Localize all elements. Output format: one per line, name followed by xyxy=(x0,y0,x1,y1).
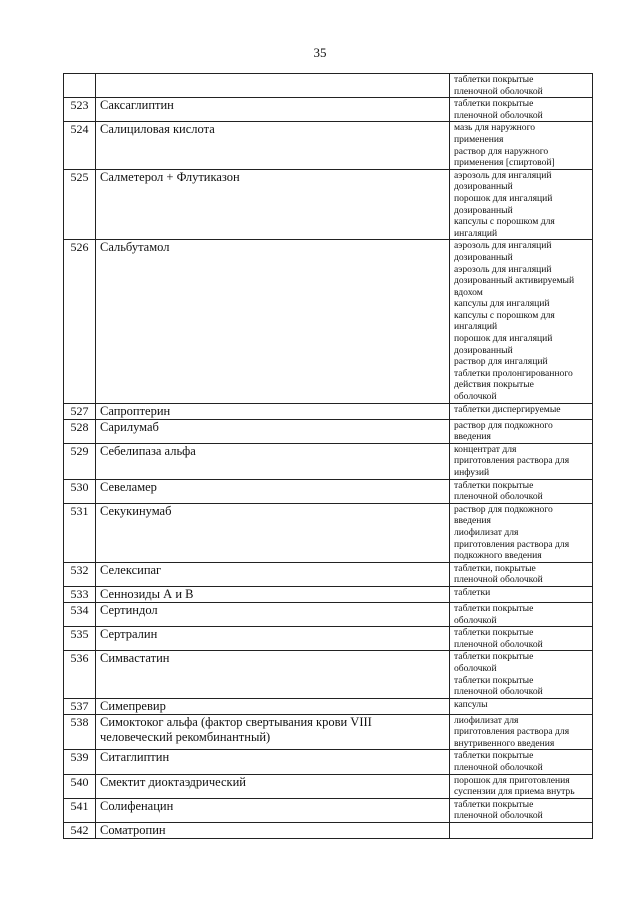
dosage-form-line: капсулы для ингаляций xyxy=(454,298,550,310)
dosage-form-line: аэрозоль для ингаляций xyxy=(454,263,552,275)
row-number: 535 xyxy=(64,627,96,651)
table-body xyxy=(64,74,593,839)
dosage-form-line: таблетки диспергируемые xyxy=(454,403,561,415)
dosage-form-line: таблетки покрытые xyxy=(454,74,534,85)
table-row xyxy=(64,479,593,503)
dosage-form-line: лиофилизат для xyxy=(454,526,519,538)
dosage-form-line: ингаляций xyxy=(454,321,498,333)
drug-table xyxy=(63,73,593,839)
table-row xyxy=(64,98,593,122)
dosage-form-line: пленочной оболочкой xyxy=(454,638,543,650)
dosage-form-line: капсулы с порошком для xyxy=(454,309,555,321)
row-number xyxy=(64,74,96,98)
dosage-form-line: введения xyxy=(454,515,491,527)
drug-name: Секукинумаб xyxy=(96,503,450,562)
row-number: 529 xyxy=(64,443,96,479)
dosage-form-line: аэрозоль для ингаляций xyxy=(454,169,552,181)
dosage-form-line: капсулы xyxy=(454,698,488,710)
dosage-form-line: инфузий xyxy=(454,467,490,478)
dosage-form-line: порошок для ингаляций xyxy=(454,192,553,204)
dosage-form-line: дозированный xyxy=(454,251,513,263)
drug-name: Симоктоког альфа (фактор свертывания крови VIII человеческий рекомбинантный) xyxy=(96,714,450,750)
drug-name: Себелипаза альфа xyxy=(96,443,450,479)
drug-name: Сертиндол xyxy=(96,602,450,626)
drug-name: Симепревир xyxy=(96,698,450,714)
dosage-forms xyxy=(450,479,593,503)
dosage-form-line: приготовления раствора для xyxy=(454,538,570,550)
dosage-form-line: суспензии для приема внутрь xyxy=(454,786,575,798)
dosage-form-line: таблетки xyxy=(454,586,491,598)
dosage-form-line: приготовления раствора для xyxy=(454,455,570,467)
dosage-form-line: дозированный активируемый xyxy=(454,275,575,287)
table-row xyxy=(64,651,593,698)
row-number: 534 xyxy=(64,602,96,626)
dosage-form-line: пленочной оболочкой xyxy=(454,810,543,822)
table-row xyxy=(64,714,593,750)
table-row xyxy=(64,627,593,651)
row-number: 525 xyxy=(64,169,96,240)
dosage-form-line: концентрат для xyxy=(454,443,517,455)
table-row xyxy=(64,169,593,240)
row-number: 530 xyxy=(64,479,96,503)
row-number: 527 xyxy=(64,403,96,419)
dosage-form-line: оболочкой xyxy=(454,614,497,626)
drug-name: Саксаглиптин xyxy=(96,98,450,122)
dosage-forms xyxy=(450,823,593,839)
dosage-form-line: введения xyxy=(454,431,491,443)
dosage-forms xyxy=(450,122,593,169)
dosage-forms xyxy=(450,627,593,651)
drug-name: Салметерол + Флутиказон xyxy=(96,169,450,240)
dosage-forms xyxy=(450,503,593,562)
drug-name: Сертралин xyxy=(96,627,450,651)
dosage-form-line: таблетки покрытые xyxy=(454,674,534,686)
page-number: 35 xyxy=(313,45,327,60)
dosage-forms xyxy=(450,651,593,698)
dosage-forms xyxy=(450,419,593,443)
table-row xyxy=(64,122,593,169)
drug-name: Селексипаг xyxy=(96,562,450,586)
dosage-forms xyxy=(450,586,593,602)
dosage-form-line: дозированный xyxy=(454,204,513,216)
row-number: 531 xyxy=(64,503,96,562)
dosage-form-line: приготовления раствора для xyxy=(454,726,570,738)
table-row xyxy=(64,798,593,822)
dosage-forms xyxy=(450,750,593,774)
dosage-form-line: таблетки покрытые xyxy=(454,627,534,639)
dosage-form-line: применения [спиртовой] xyxy=(454,157,555,169)
row-number: 532 xyxy=(64,562,96,586)
drug-name: Смектит диоктаэдрический xyxy=(96,774,450,798)
row-number: 524 xyxy=(64,122,96,169)
dosage-form-line: внутривенного введения xyxy=(454,737,555,749)
row-number: 540 xyxy=(64,774,96,798)
row-number: 533 xyxy=(64,586,96,602)
dosage-form-line: таблетки пролонгированного xyxy=(454,367,573,379)
table-row xyxy=(64,586,593,602)
row-number: 541 xyxy=(64,798,96,822)
dosage-form-line: порошок для приготовления xyxy=(454,774,570,786)
dosage-form-line: аэрозоль для ингаляций xyxy=(454,240,552,252)
dosage-form-line: вдохом xyxy=(454,286,483,298)
drug-name: Симвастатин xyxy=(96,651,450,698)
drug-name xyxy=(96,74,450,98)
dosage-form-line: капсулы с порошком для xyxy=(454,216,555,228)
dosage-forms xyxy=(450,169,593,240)
row-number: 536 xyxy=(64,651,96,698)
dosage-forms xyxy=(450,443,593,479)
dosage-form-line: оболочкой xyxy=(454,391,497,403)
dosage-form-line: мазь для наружного xyxy=(454,122,536,134)
table-row xyxy=(64,443,593,479)
table-row xyxy=(64,74,593,98)
table-row xyxy=(64,562,593,586)
row-number: 542 xyxy=(64,823,96,839)
table-row xyxy=(64,403,593,419)
drug-name: Солифенацин xyxy=(96,798,450,822)
dosage-forms xyxy=(450,74,593,98)
dosage-form-line: применения xyxy=(454,133,504,145)
dosage-form-line: дозированный xyxy=(454,344,513,356)
dosage-forms xyxy=(450,403,593,419)
dosage-form-line: таблетки, покрытые xyxy=(454,562,536,574)
table-row xyxy=(64,698,593,714)
row-number: 528 xyxy=(64,419,96,443)
dosage-form-line: дозированный xyxy=(454,181,513,193)
dosage-forms xyxy=(450,602,593,626)
dosage-form-line: таблетки покрытые xyxy=(454,602,534,614)
table-row xyxy=(64,823,593,839)
dosage-form-line: таблетки покрытые xyxy=(454,479,534,491)
dosage-forms xyxy=(450,240,593,403)
dosage-form-line: пленочной оболочкой xyxy=(454,762,543,774)
dosage-form-line xyxy=(454,823,588,835)
row-number: 539 xyxy=(64,750,96,774)
table-row xyxy=(64,419,593,443)
table-row xyxy=(64,602,593,626)
row-number: 526 xyxy=(64,240,96,403)
dosage-forms xyxy=(450,774,593,798)
table-row xyxy=(64,503,593,562)
dosage-form-line: раствор для подкожного xyxy=(454,419,553,431)
dosage-form-line: таблетки покрытые xyxy=(454,651,534,663)
drug-name: Ситаглиптин xyxy=(96,750,450,774)
table-row xyxy=(64,774,593,798)
drug-name: Севеламер xyxy=(96,479,450,503)
table-row xyxy=(64,750,593,774)
dosage-form-line: раствор для подкожного xyxy=(454,503,553,515)
dosage-form-line: пленочной оболочкой xyxy=(454,85,543,97)
dosage-form-line: таблетки покрытые xyxy=(454,98,534,110)
drug-name: Сарилумаб xyxy=(96,419,450,443)
dosage-forms xyxy=(450,798,593,822)
dosage-forms xyxy=(450,698,593,714)
dosage-form-line: действия покрытые xyxy=(454,379,534,391)
dosage-form-line: раствор для ингаляций xyxy=(454,356,548,368)
dosage-form-line: порошок для ингаляций xyxy=(454,333,553,345)
drug-name: Сапроптерин xyxy=(96,403,450,419)
dosage-form-line: пленочной оболочкой xyxy=(454,491,543,503)
dosage-form-line: таблетки покрытые xyxy=(454,798,534,810)
table-row xyxy=(64,240,593,403)
dosage-form-line: пленочной оболочкой xyxy=(454,574,543,586)
drug-name: Сальбутамол xyxy=(96,240,450,403)
dosage-form-line: пленочной оболочкой xyxy=(454,686,543,698)
dosage-form-line: раствор для наружного xyxy=(454,145,549,157)
dosage-forms xyxy=(450,562,593,586)
drug-name: Соматропин xyxy=(96,823,450,839)
dosage-form-line: подкожного введения xyxy=(454,550,542,562)
drug-name: Сеннозиды А и В xyxy=(96,586,450,602)
dosage-form-line: таблетки покрытые xyxy=(454,750,534,762)
row-number: 538 xyxy=(64,714,96,750)
dosage-form-line: лиофилизат для xyxy=(454,714,519,726)
dosage-forms xyxy=(450,98,593,122)
row-number: 537 xyxy=(64,698,96,714)
dosage-form-line: пленочной оболочкой xyxy=(454,109,543,121)
dosage-form-line: ингаляций xyxy=(454,227,498,239)
drug-name: Салициловая кислота xyxy=(96,122,450,169)
dosage-forms xyxy=(450,714,593,750)
dosage-form-line: оболочкой xyxy=(454,662,497,674)
row-number: 523 xyxy=(64,98,96,122)
